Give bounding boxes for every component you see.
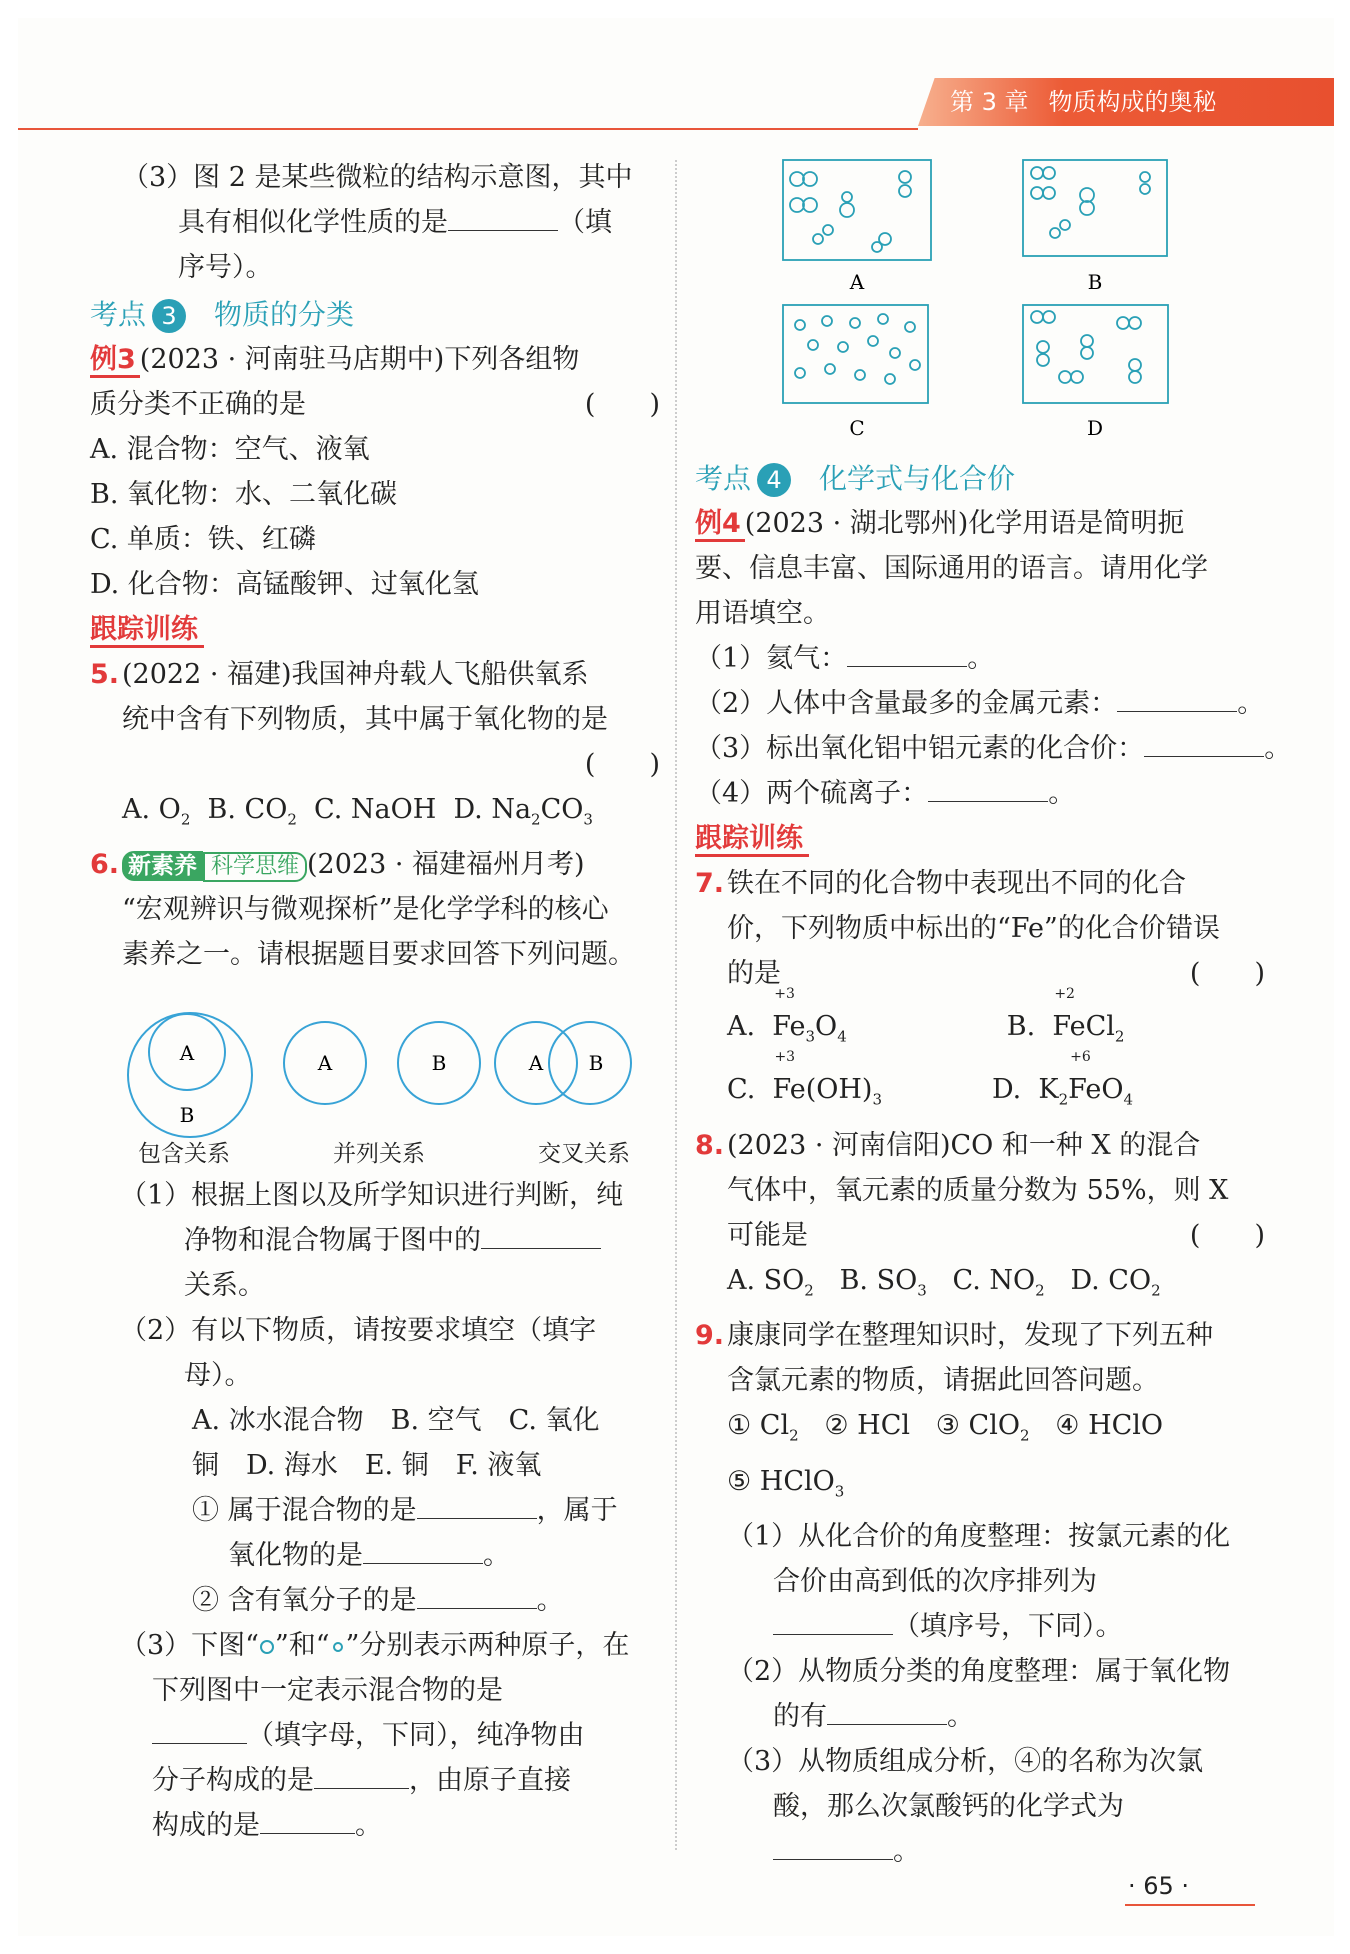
q7-line2: 价，下列物质中标出的“Fe”的化合价错误 (727, 913, 1220, 944)
q7-line3: 的是 ( ) (727, 958, 1265, 989)
label-a: A (317, 1051, 333, 1075)
parallel-relation-diagram (284, 1022, 480, 1104)
q3-part3-line2: 具有相似化学性质的是 （填 (90, 200, 660, 245)
q9-3-line2: 酸，那么次氯酸钙的化学式为 (773, 1790, 1124, 1822)
q9-substances: ① $Cl_2$ ② HCl ③ ClO$_2$ ④ HClO (727, 1410, 1164, 1445)
q8-line1: 8. (2023 · 河南信阳)CO 和一种 X 的混合 (695, 1129, 1201, 1161)
label-a: A (528, 1051, 544, 1075)
q6-line3: 素养之一。请根据题目要求回答下列问题。 (122, 939, 635, 971)
page-number: · 65 · (1128, 1872, 1190, 1900)
answer-paren: ( ) (584, 389, 660, 420)
example-4-line1: 例4 (2023 · 湖北鄂州)化学用语是简明扼 (695, 501, 1265, 546)
q6-3-line1: （3）下图“ ”和“ ”分别表示两种原子，在 (120, 1630, 630, 1661)
section-4-heading: 考点 4 化学式与化合价 (695, 462, 1016, 495)
example-3-line1: 例3 (2023 · 河南驻马店期中)下列各组物 (90, 337, 660, 382)
q7-options-cd: C. Fe +3 $(OH)_3$ D. $K_2Fe$ +6 $O_4$ (727, 1049, 1134, 1109)
answer-blank[interactable] (928, 773, 1048, 802)
ex4-item3: （3）标出氧化铝中铝元素的化合价： 。 (695, 726, 1265, 771)
chapter-header (950, 84, 1217, 120)
q6-line2: “宏观辨识与微观探析”是化学学科的核心 (122, 894, 609, 926)
q6-2-item2: ② 含有氧分子的是 。 (120, 1578, 670, 1623)
contain-relation-diagram (128, 1013, 252, 1137)
example-tag: 例4 (695, 508, 745, 542)
option-b: B. 氧化物：水、二氧化碳 (90, 479, 398, 510)
particle-diagrams (775, 155, 1195, 455)
q9-1-line2: 合价由高到低的次序排列为 (773, 1565, 1097, 1597)
science-thinking-tag: 科学思维 (203, 852, 307, 882)
answer-blank[interactable] (847, 638, 967, 667)
q6-3-line5: 构成的是 。 (120, 1803, 670, 1848)
answer-blank[interactable] (1117, 683, 1237, 712)
label-b: B (179, 1103, 195, 1127)
chapter-number: 第 3 章 (950, 88, 1029, 116)
example-4-line2: 要、信息丰富、国际通用的语言。请用化学 (695, 553, 1208, 584)
q9-2-line2: 的有 。 (695, 1694, 1265, 1739)
q6-2-line2: 母）。 (184, 1360, 252, 1391)
tracking-heading: 跟踪训练 (695, 816, 1265, 861)
q9-3-line3: 。 (695, 1829, 1265, 1874)
right-column (695, 456, 1292, 1874)
chapter-title: 物质构成的奥秘 (1048, 88, 1217, 116)
label-a: A (179, 1041, 195, 1065)
q6-2-item1b: 氧化物的是 。 (120, 1533, 670, 1578)
new-literacy-tag: 新素养 (122, 851, 203, 881)
label-b: B (1087, 270, 1103, 294)
example-3-line2: 质分类不正确的是 ( ) (90, 382, 660, 427)
q6-3-line4: 分子构成的是 ，由原子直接 (120, 1758, 670, 1803)
answer-blank[interactable] (773, 1606, 893, 1635)
label-d: D (1086, 416, 1104, 440)
label-c: C (849, 416, 865, 440)
left-column (90, 155, 660, 977)
section-number-badge: 3 (152, 299, 186, 333)
ex4-item2: （2）人体中含量最多的金属元素： 。 (695, 681, 1265, 726)
option-d: D. 化合物：高锰酸钾、过氧化氢 (90, 569, 479, 600)
answer-blank[interactable] (1144, 728, 1264, 757)
box-a (783, 160, 931, 260)
answer-blank[interactable] (152, 1715, 247, 1744)
q9-line1: 9. 康康同学在整理知识时，发现了下列五种 (695, 1320, 1213, 1352)
tracking-heading: 跟踪训练 (90, 607, 660, 652)
section-number-badge: 4 (757, 463, 791, 497)
q5-line1: 5. (2022 · 福建)我国神舟载人飞船供氧系 (90, 659, 589, 690)
answer-blank[interactable] (314, 1760, 409, 1789)
option-a: A. 混合物：空气、液氧 (90, 434, 370, 465)
q9-2-line1: （2）从物质分类的角度整理：属于氧化物 (727, 1655, 1231, 1687)
atom-small-icon (330, 1638, 346, 1654)
example-tag: 例3 (90, 344, 140, 378)
q5-line2: 统中含有下列物质，其中属于氧化物的是 (122, 704, 608, 735)
ex4-item1: （1）氦气： 。 (695, 636, 1265, 681)
example-4-line3: 用语填空。 (695, 598, 830, 629)
answer-blank[interactable] (827, 1696, 947, 1725)
q3-part3-line3: 序号）。 (178, 252, 273, 283)
answer-blank[interactable] (481, 1220, 601, 1249)
column-divider (675, 160, 677, 1850)
q7-line1: 7. 铁在不同的化合物中表现出不同的化合 (695, 868, 1186, 899)
answer-blank[interactable] (448, 202, 558, 231)
q6-1-line2: 净物和混合物属于图中的 (120, 1218, 670, 1263)
q9-1-line1: （1）从化合价的角度整理：按氯元素的化 (727, 1520, 1231, 1552)
header-rule (18, 128, 918, 130)
answer-blank[interactable] (773, 1831, 893, 1860)
q9-1-line3: （填序号，下同）。 (695, 1604, 1265, 1649)
atom-hollow-icon (259, 1638, 275, 1654)
label-b: B (588, 1051, 604, 1075)
box-c (783, 305, 928, 403)
answer-blank[interactable] (363, 1535, 483, 1564)
q9-line2: 含氯元素的物质，请据此回答问题。 (727, 1365, 1159, 1397)
q9-3-line1: （3）从物质组成分析，④的名称为次氯 (727, 1745, 1204, 1777)
q6-2-options1: A. 冰水混合物 B. 空气 C. 氧化 (192, 1405, 600, 1436)
q8-options: A. $SO_2$ B. $SO_3$ C. $NO_2$ D. $CO_2$ (727, 1264, 1161, 1300)
q7-options-ab: A. Fe +3 $_3O_4$ B. Fe +2 $Cl_2$ (727, 986, 1125, 1046)
section-3-heading: 考点 3 物质的分类 (90, 298, 355, 331)
q6-1-line3: 关系。 (184, 1270, 265, 1301)
label-parallel: 并列关系 (333, 1141, 425, 1167)
q6-3-line2: 下列图中一定表示混合物的是 (152, 1675, 503, 1706)
q6-2-line1: （2）有以下物质，请按要求填空（填字 (120, 1315, 597, 1346)
q6-subquestions (120, 1173, 670, 1848)
q6-2-item1: ① 属于混合物的是 ，属于 (120, 1488, 670, 1533)
answer-blank[interactable] (417, 1490, 537, 1519)
label-contain: 包含关系 (138, 1141, 230, 1167)
label-cross: 交叉关系 (538, 1141, 630, 1167)
q6-2-options2: 铜 D. 海水 E. 铜 F. 液氧 (192, 1450, 542, 1481)
q3-part3-line1: （3）图 2 是某些微粒的结构示意图，其中 (122, 162, 633, 193)
q9-substances-2: ⑤ HClO$_3$ (727, 1465, 845, 1500)
q8-line2: 气体中，氧元素的质量分数为 55%，则 X (727, 1174, 1229, 1206)
label-b: B (431, 1051, 447, 1075)
option-c: C. 单质：铁、红磷 (90, 524, 316, 555)
ex4-item4: （4）两个硫离子： 。 (695, 771, 1265, 816)
answer-blank[interactable] (260, 1805, 355, 1834)
box-b (1023, 160, 1167, 256)
answer-blank[interactable] (417, 1580, 537, 1609)
q8-line3: 可能是 ( ) (727, 1219, 1265, 1251)
q5-line3: ( ) (584, 749, 660, 780)
box-d (1023, 305, 1168, 403)
label-a: A (849, 270, 865, 294)
q6-line1: 6. 新素养 科学思维 (2023 · 福建福州月考) (90, 849, 585, 881)
cross-relation-diagram (495, 1022, 631, 1104)
q6-3-line3: （填字母，下同），纯净物由 (120, 1713, 670, 1758)
q5-options: A. $O_2$ B. $CO_2$ C. NaOH D. $Na_2CO_3$ (122, 794, 593, 829)
page-number-rule (1125, 1904, 1255, 1906)
q6-1-line1: （1）根据上图以及所学知识进行判断，纯 (120, 1180, 624, 1211)
